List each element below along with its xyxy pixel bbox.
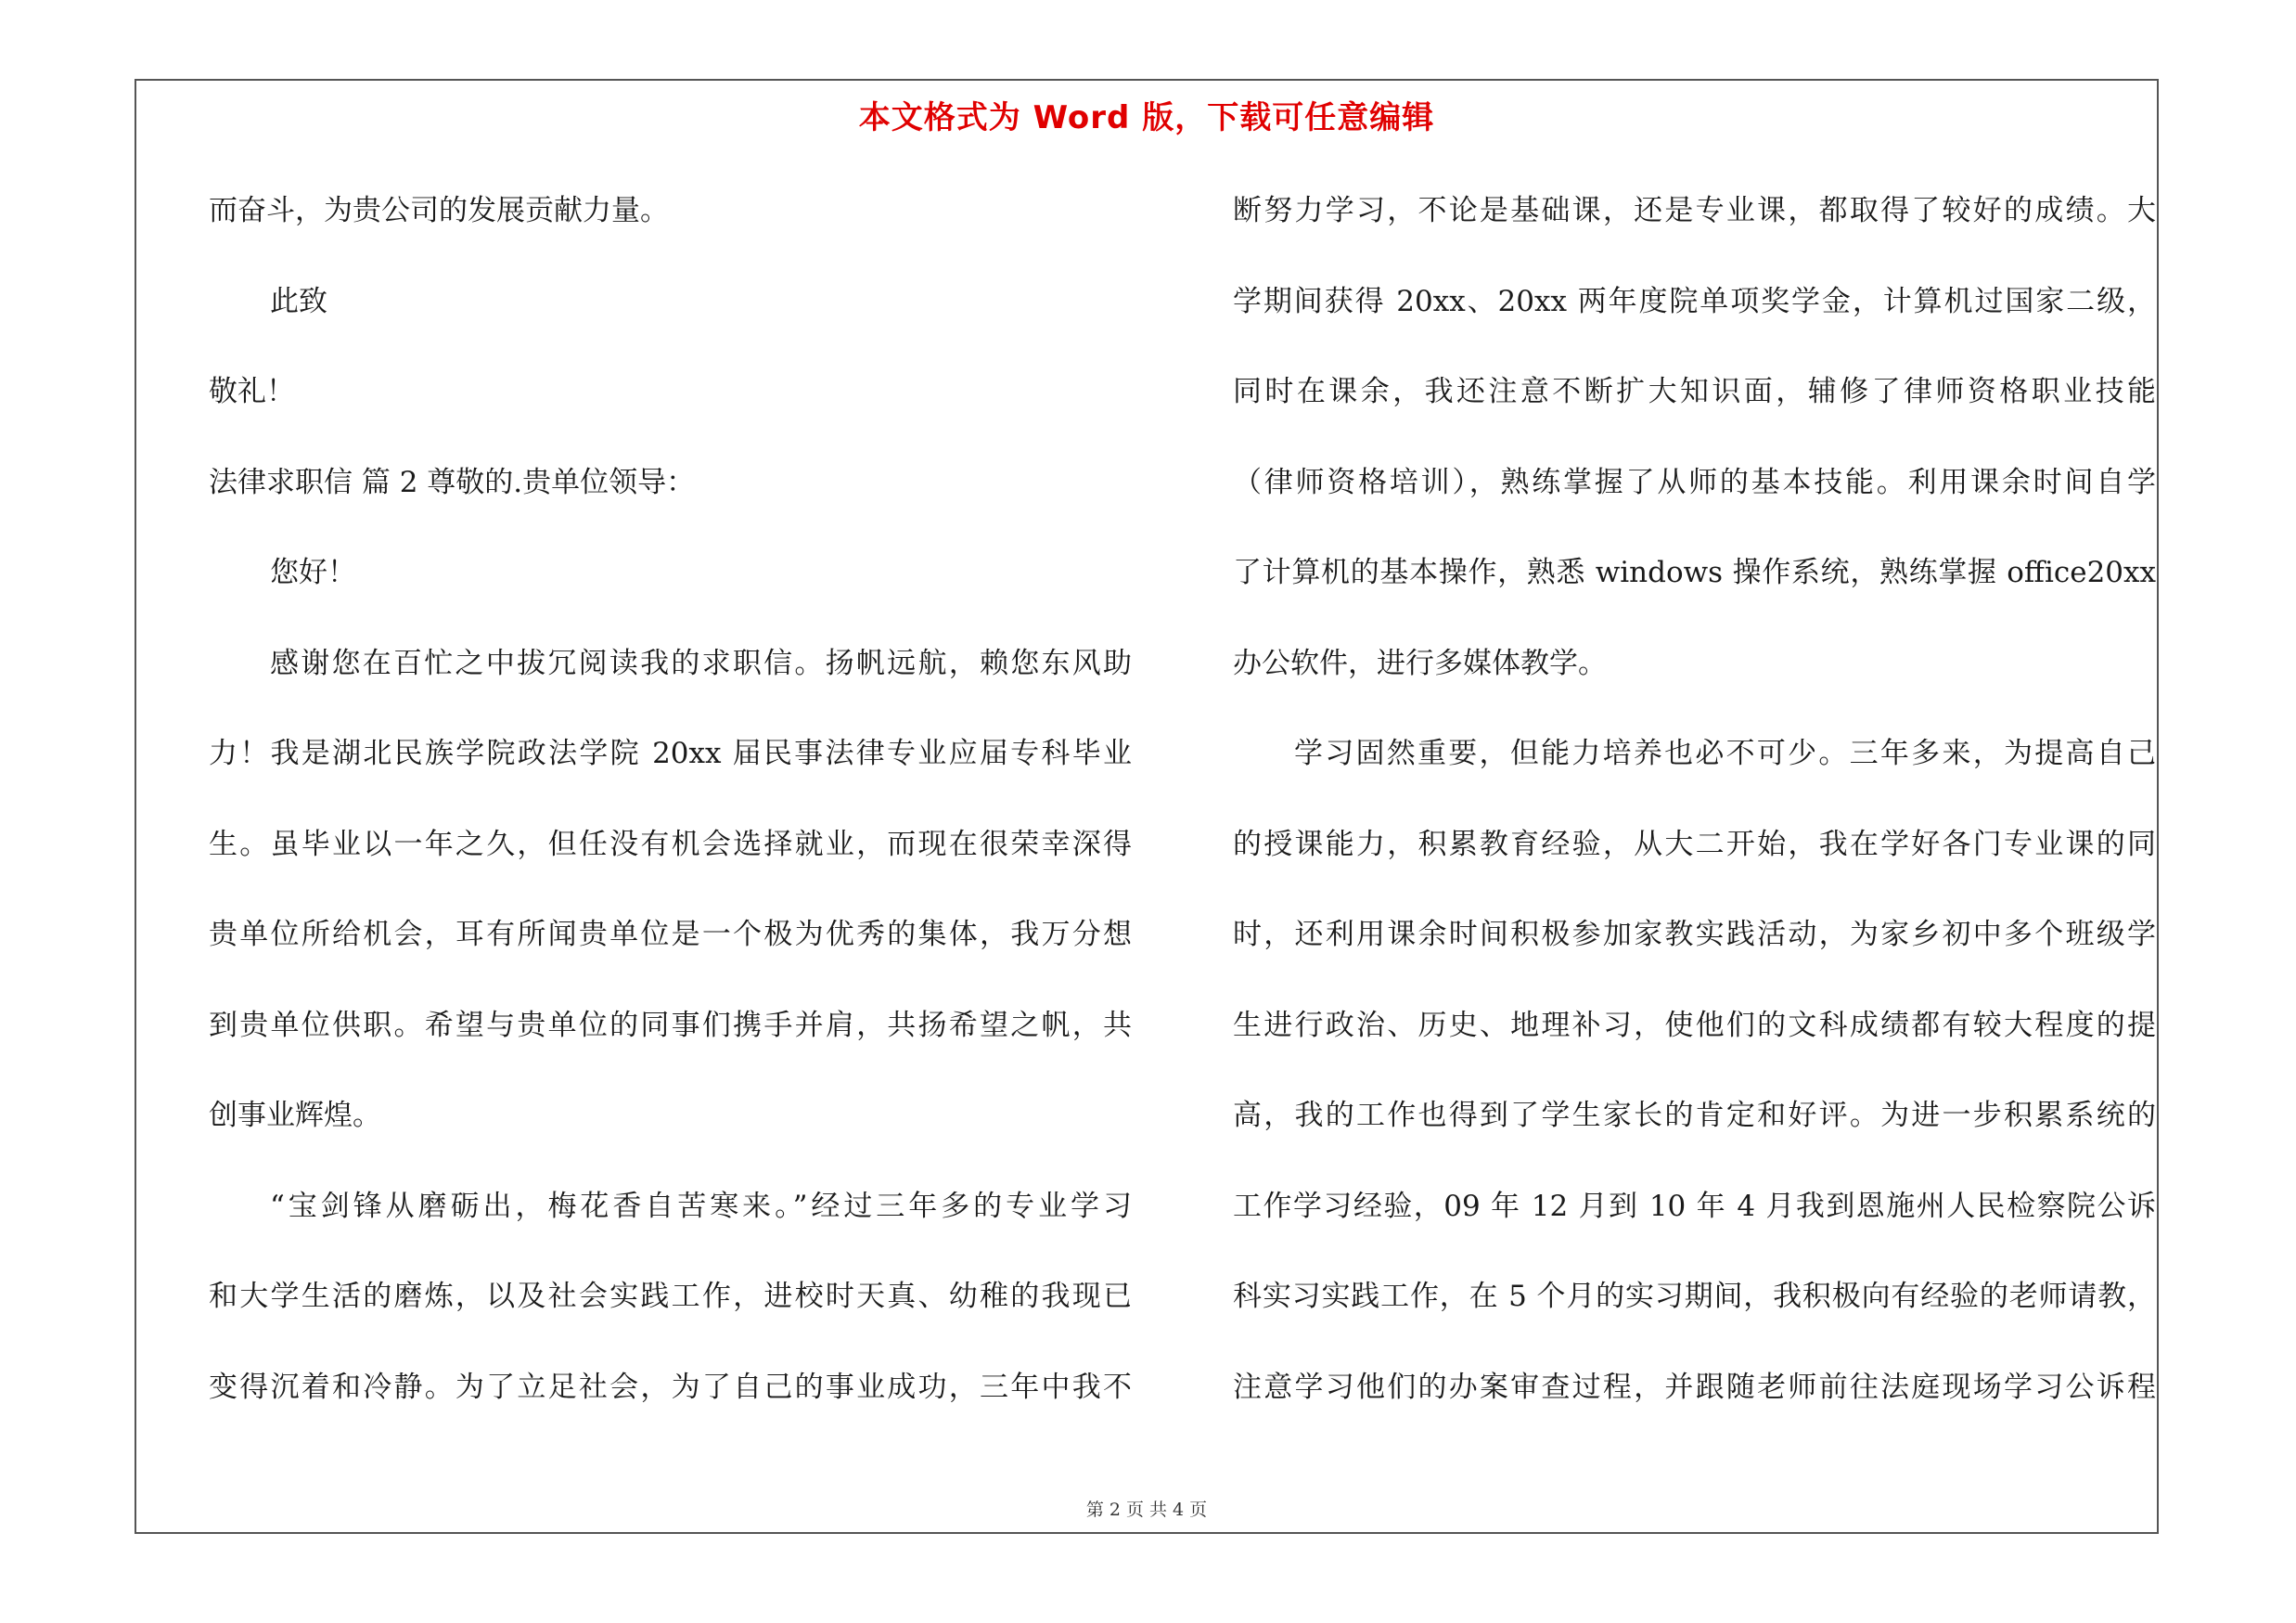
right-line-14: 注意学习他们的办案审查过程，并跟随老师前往法庭现场学习公诉程: [1233, 1370, 2156, 1404]
left-line-14: 变得沉着和冷静。为了立足社会，为了自己的事业成功，三年中我不: [209, 1370, 1132, 1404]
left-line-12: “宝剑锋从磨砺出，梅花香自苦寒来。”经过三年多的专业学习: [270, 1189, 1132, 1223]
right-line-3: 同时在课余，我还注意不断扩大知识面，辅修了律师资格职业技能: [1233, 375, 2156, 408]
left-line-6: 感谢您在百忙之中拔冗阅读我的求职信。扬帆远航，赖您东风助: [270, 646, 1132, 680]
left-line-9: 贵单位所给机会，耳有所闻贵单位是一个极为优秀的集体，我万分想: [209, 918, 1132, 951]
right-line-6: 办公软件，进行多媒体教学。: [1233, 646, 1607, 680]
left-line-10: 到贵单位供职。希望与贵单位的同事们携手并肩，共扬希望之帆，共: [209, 1008, 1132, 1042]
left-line-2: 此致: [270, 284, 327, 318]
right-line-11: 高，我的工作也得到了学生家长的肯定和好评。为进一步积累系统的: [1233, 1099, 2156, 1132]
left-line-7: 力！我是湖北民族学院政法学院 20xx 届民事法律专业应届专科毕业: [209, 737, 1132, 770]
right-line-8: 的授课能力，积累教育经验，从大二开始，我在学好各门专业课的同: [1233, 827, 2156, 861]
right-line-12: 工作学习经验，09 年 12 月到 10 年 4 月我到恩施州人民检察院公诉: [1233, 1189, 2156, 1223]
left-line-4: 法律求职信 篇 2 尊敬的.贵单位领导：: [209, 465, 696, 499]
right-line-5: 了计算机的基本操作，熟悉 windows 操作系统，熟练掌握 office20xx: [1233, 556, 2156, 589]
left-line-1: 而奋斗，为贵公司的发展贡献力量。: [209, 194, 669, 227]
left-line-13: 和大学生活的磨炼，以及社会实践工作，进校时天真、幼稚的我现已: [209, 1280, 1132, 1313]
left-line-8: 生。虽毕业以一年之久，但任没有机会选择就业，而现在很荣幸深得: [209, 827, 1132, 861]
page-frame: [135, 79, 2159, 1534]
right-line-1: 断努力学习，不论是基础课，还是专业课，都取得了较好的成绩。大: [1233, 194, 2156, 227]
right-line-4: （律师资格培训），熟练掌握了从师的基本技能。利用课余时间自学: [1233, 465, 2156, 499]
right-line-10: 生进行政治、历史、地理补习，使他们的文科成绩都有较大程度的提: [1233, 1008, 2156, 1042]
left-line-11: 创事业辉煌。: [209, 1099, 381, 1132]
format-banner: 本文格式为 Word 版，下载可任意编辑: [858, 99, 1435, 136]
right-line-7: 学习固然重要，但能力培养也必不可少。三年多来，为提高自己: [1294, 737, 2156, 770]
page-number-footer: 第 2 页 共 4 页: [1085, 1500, 1208, 1520]
left-line-3: 敬礼！: [209, 375, 295, 408]
left-line-5: 您好！: [270, 556, 356, 589]
right-line-9: 时，还利用课余时间积极参加家教实践活动，为家乡初中多个班级学: [1233, 918, 2156, 951]
right-line-13: 科实习实践工作，在 5 个月的实习期间，我积极向有经验的老师请教，: [1233, 1280, 2156, 1313]
right-line-2: 学期间获得 20xx、20xx 两年度院单项奖学金，计算机过国家二级，: [1233, 284, 2156, 318]
